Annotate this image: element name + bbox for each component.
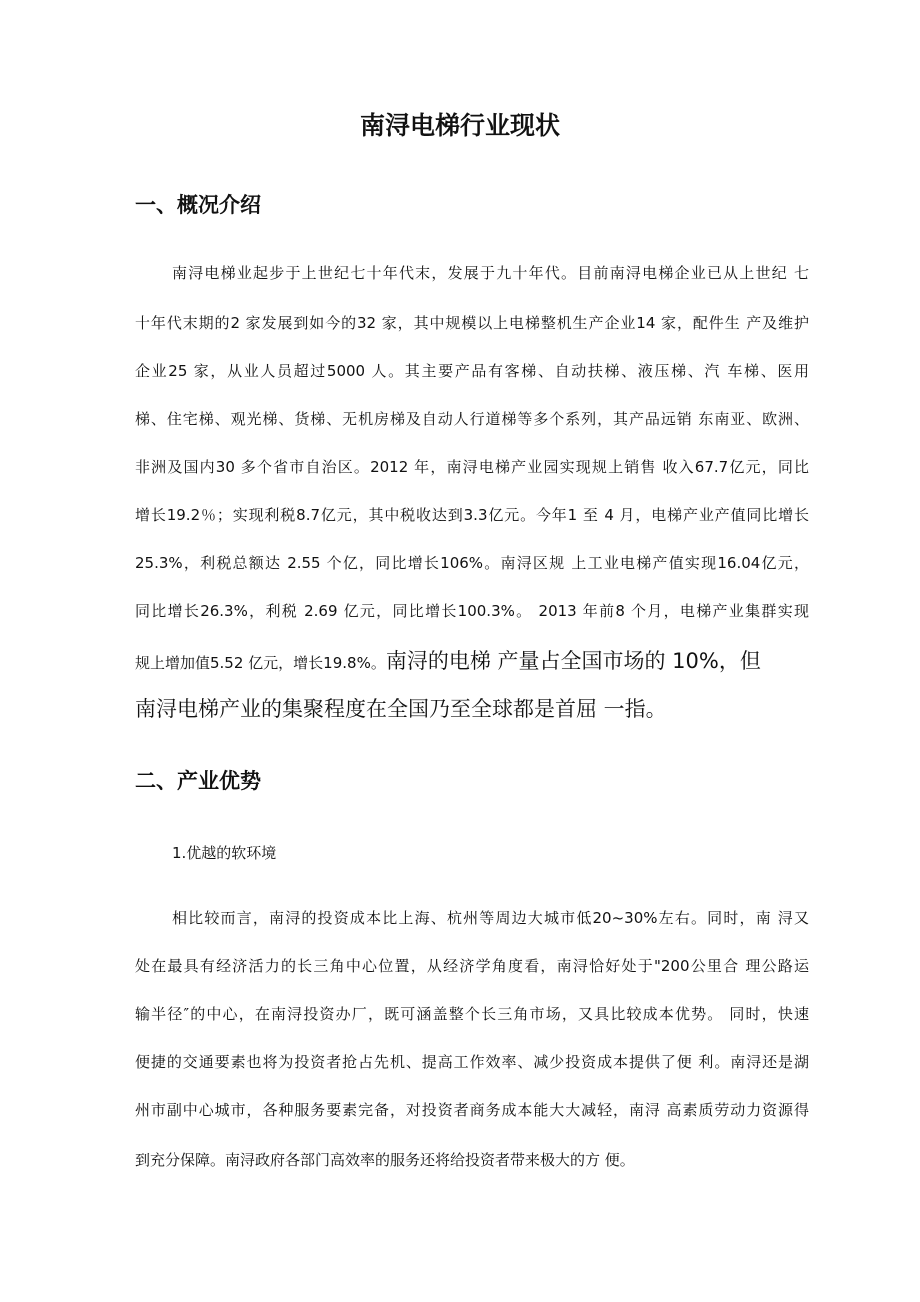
subsection-heading: 1.优越的软环境: [172, 844, 277, 862]
emphasis-text: 南浔的电梯 产量占全国市场的 10%，但: [385, 649, 761, 673]
paragraph-line: 十年代末期的2 家发展到如今的32 家，其中规模以上电梯整机生产企业14 家，配件生 产及维护: [135, 314, 809, 332]
emphasis-line: 南浔电梯产业的集聚程度在全国乃至全球都是首屈 一指。: [135, 697, 667, 721]
paragraph-line: 25.3%，利税总额达 2.55 个亿，同比增长106%。南浔区规 上工业电梯产值实现16.04亿元，: [135, 554, 809, 572]
section-heading-advantages: 二、产业优势: [135, 769, 261, 793]
paragraph-line: 州市副中心城市，各种服务要素完备，对投资者商务成本能大大减轻，南浔 高素质劳动力资源得: [135, 1101, 809, 1119]
paragraph-line: 非洲及国内30 多个省市自治区。2012 年，南浔电梯产业园实现规上销售 收入67.7亿元，同比: [135, 458, 809, 476]
paragraph-line: 到充分保障。南浔政府各部门高效率的服务还将给投资者带来极大的方 便。: [135, 1151, 635, 1169]
document-title: 南浔电梯行业现状: [359, 111, 560, 140]
paragraph-line: 输半径″的中心，在南浔投资办厂，既可涵盖整个长三角市场，又具比较成本优势。 同时，快速: [135, 1005, 809, 1023]
paragraph-line: 梯、住宅梯、观光梯、货梯、无机房梯及自动人行道梯等多个系列，其产品远销 东南亚、欧洲、: [135, 410, 809, 428]
paragraph-line: [135, 645, 761, 675]
paragraph-line: 企业25 家，从业人员超过5000 人。其主要产品有客梯、自动扶梯、液压梯、汽 车梯、医用: [135, 362, 809, 380]
paragraph-text: 规上增加值5.52 亿元，增长19.8%。: [135, 654, 386, 672]
paragraph-line: 南浔电梯业起步于上世纪七十年代末，发展于九十年代。目前南浔电梯企业已从上世纪 七: [172, 264, 809, 282]
paragraph-line: 增长19.2％；实现利税8.7亿元，其中税收达到3.3亿元。今年1 至 4 月，电梯产业产值同比增长: [135, 506, 809, 524]
paragraph-line: 处在最具有经济活力的长三角中心位置，从经济学角度看，南浔恰好处于"200公里合 理公路运: [135, 957, 809, 975]
paragraph-line: 相比较而言，南浔的投资成本比上海、杭州等周边大城市低20~30%左右。同时，南 浔又: [172, 909, 809, 927]
paragraph-line: 同比增长26.3%，利税 2.69 亿元，同比增长100.3%。 2013 年前8 个月，电梯产业集群实现: [135, 602, 809, 620]
paragraph-line: 便捷的交通要素也将为投资者抢占先机、提高工作效率、减少投资成本提供了便 利。南浔还是湖: [135, 1053, 809, 1071]
section-heading-overview: 一、概况介绍: [135, 193, 261, 217]
